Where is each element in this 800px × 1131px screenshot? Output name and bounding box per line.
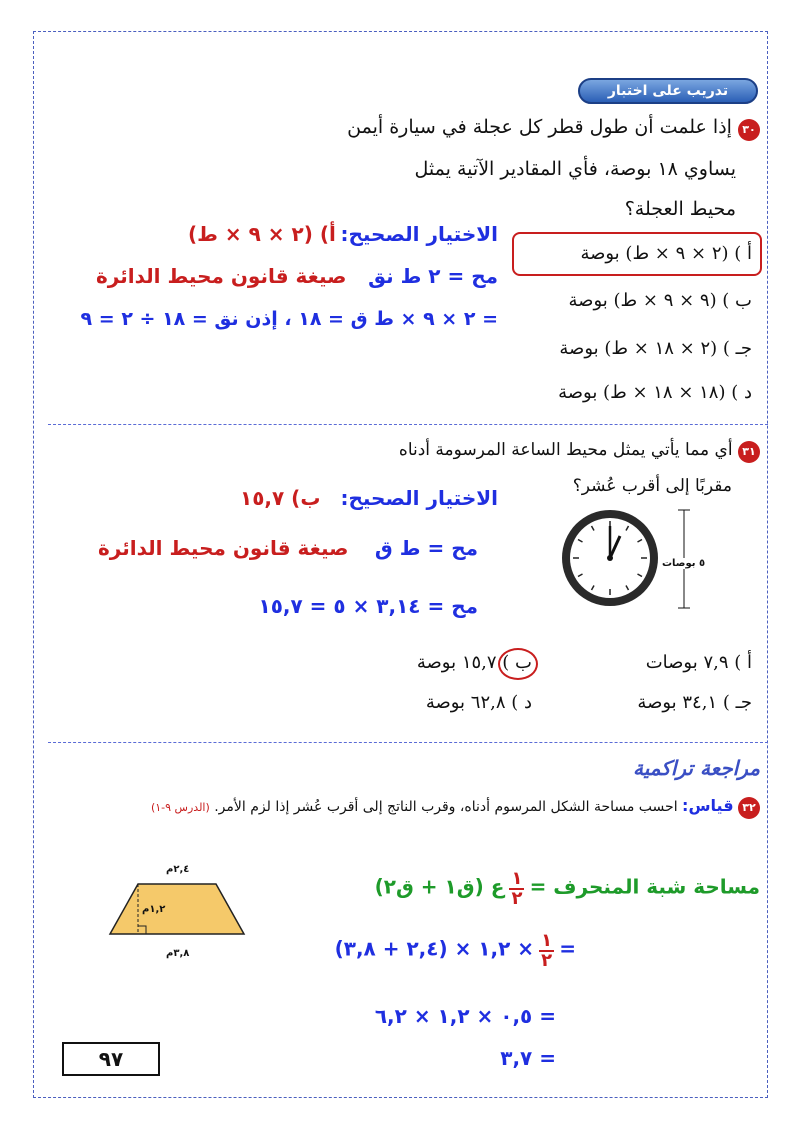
q31-formula: مح = ط ق [374, 536, 478, 560]
clock-center [607, 555, 613, 561]
banner-label: تدريب على اختبار [607, 83, 729, 99]
q31-option-c: جـ ) ٣٤,١ بوصة [637, 692, 752, 713]
q30-answer-value: أ) (٢ × ٩ × ط) [188, 222, 336, 246]
q30-line1 [347, 116, 760, 141]
clock-dimension-label: ٥ بوصات [662, 558, 706, 569]
q31-option-b [417, 652, 532, 673]
q32-line [151, 796, 760, 819]
area-formula-rest: ع (ق١ + ق٢) [374, 874, 505, 899]
page-number: ٩٧ [98, 1047, 124, 1071]
q31-answer-label: الاختيار الصحيح: [340, 486, 498, 510]
half-fraction: ١ ٢ [511, 868, 523, 909]
area-step-1: = ١ ٢ × ١,٢ × (٢,٤ + ٣,٨) [334, 930, 576, 971]
q31-option-a: أ ) ٧,٩ بوصات [645, 652, 752, 673]
q32-number-badge: ٣٢ [738, 797, 760, 819]
q30-answer-label: الاختيار الصحيح: [340, 222, 498, 246]
page-number-box [62, 1042, 160, 1076]
section-divider-1 [48, 424, 768, 425]
q32-text: احسب مساحة الشكل المرسوم أدناه، وقرب الناتج إلى أقرب عُشر إذا لزم الأمر. [214, 799, 678, 815]
q30-work: = ٢ × ٩ × ط ق = ١٨ ، إذن نق = ١٨ ÷ ٢ = ٩ [80, 308, 498, 330]
q32-label: قياس: [682, 796, 734, 815]
trapezoid-top-label: ٢,٤م [166, 864, 190, 875]
q31-option-b-value: ١٥,٧ بوصة [416, 652, 497, 673]
q30-formula-note: صيغة قانون محيط الدائرة [96, 264, 347, 288]
q30-text-1: إذا علمت أن طول قطر كل عجلة في سيارة أيمن [347, 116, 732, 138]
q30-option-c: جـ ) (٢ × ١٨ × ط) بوصة [559, 338, 752, 359]
trapezoid-bottom-label: ٣,٨م [166, 948, 190, 959]
q30-number-badge: ٣٠ [738, 119, 760, 141]
q31-answer-value: ب) ١٥,٧ [240, 486, 321, 510]
q30-option-b: ب ) (٩ × ٩ × ط) بوصة [568, 290, 752, 311]
half-fraction-2: ١ ٢ [541, 930, 553, 971]
q31-formula-note: صيغة قانون محيط الدائرة [98, 536, 349, 560]
q31-work: مح = ٣,١٤ × ٥ = ١٥,٧ [258, 594, 478, 618]
q31-option-b-letter: ب ) [502, 652, 532, 673]
q30-option-d: د ) (١٨ × ١٨ × ط) بوصة [558, 382, 752, 403]
q30-formula: مح = ٢ ط نق [368, 264, 498, 288]
q30-option-a: أ ) (٢ × ٩ × ط) بوصة [580, 243, 752, 264]
area-step-1-rest: × ١,٢ × (٢,٤ + ٣,٨) [334, 936, 535, 961]
q32-reference: (الدرس ٩-١) [150, 801, 210, 814]
trapezoid-figure [108, 872, 248, 952]
section-divider-2 [48, 742, 768, 743]
practice-banner [578, 78, 758, 104]
area-step-2: = ٠,٥ × ١,٢ × ٦,٢ [374, 1004, 556, 1028]
area-step-3: = ٣,٧ [500, 1046, 556, 1070]
q30-line3: محيط العجلة؟ [624, 198, 736, 220]
q30-line2: يساوي ١٨ بوصة، فأي المقادير الآتية يمثل [414, 158, 736, 180]
trapezoid-shape [110, 884, 244, 934]
q31-line2: مقربًا إلى أقرب عُشر؟ [572, 476, 732, 496]
q31-line1 [399, 440, 760, 463]
area-formula-label: مساحة شبة المنحرف = [529, 874, 760, 899]
q31-option-d: د ) ٦٢,٨ بوصة [425, 692, 532, 713]
q31-text-1: أي مما يأتي يمثل محيط الساعة المرسومة أدناه [398, 440, 733, 460]
trapezoid-height-label: ١,٢م [142, 904, 166, 915]
review-heading: مراجعة تراكمية [632, 756, 760, 780]
q31-number-badge: ٣١ [738, 441, 760, 463]
area-formula [375, 870, 760, 908]
